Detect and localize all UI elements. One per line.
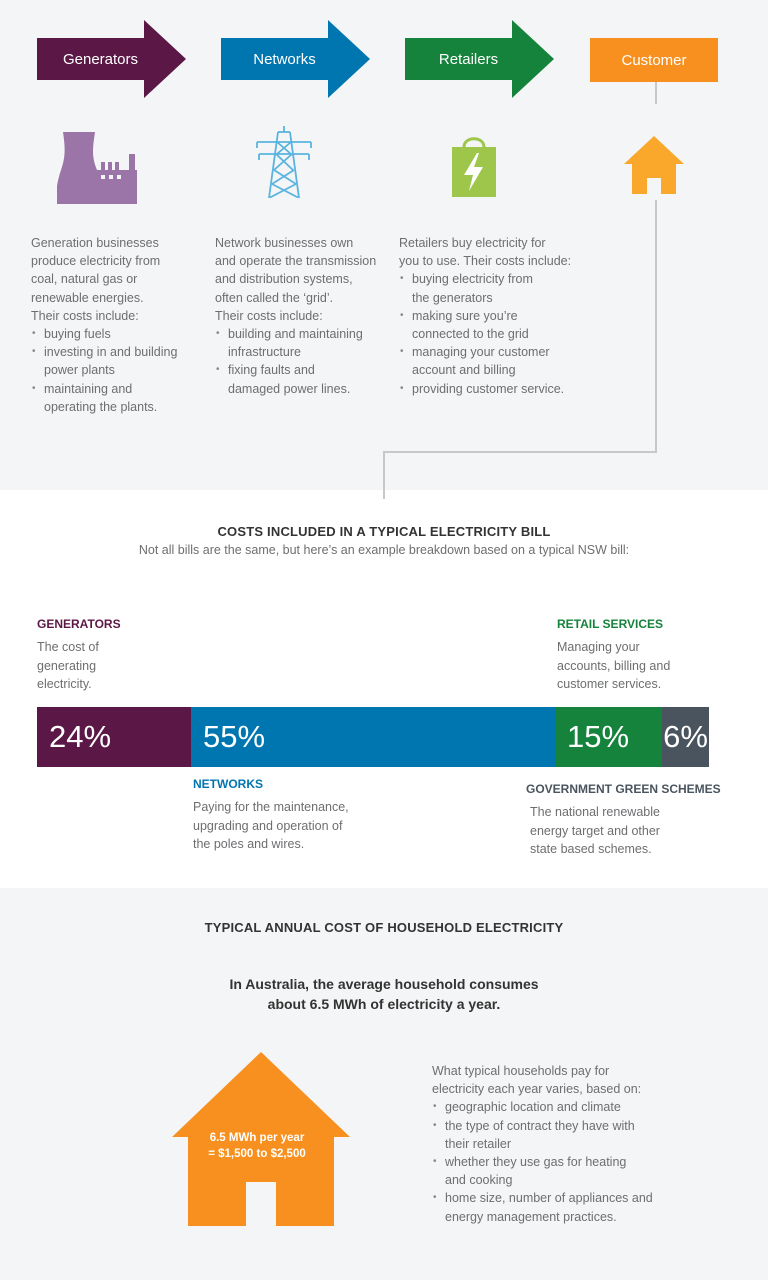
connector-line-horizontal bbox=[383, 451, 657, 453]
text-line: • making sure you’re bbox=[412, 308, 518, 323]
text-line: • the type of contract they have with bbox=[445, 1118, 635, 1133]
customer-box bbox=[590, 38, 718, 82]
shopping-bag-lightning-icon bbox=[452, 133, 496, 197]
connector-line-vertical-2 bbox=[655, 200, 657, 453]
cost-factors-list bbox=[432, 1098, 682, 1225]
text-line: In Australia, the average household consumes bbox=[229, 976, 539, 992]
text-line: renewable energies. bbox=[31, 290, 144, 305]
house-cost-label bbox=[172, 1130, 342, 1162]
text-line: The cost of bbox=[37, 640, 99, 654]
networks-intro bbox=[215, 234, 395, 325]
segment-label: 15% bbox=[567, 719, 630, 754]
text-line: operating the plants. bbox=[44, 399, 158, 414]
retail-category-title: RETAIL SERVICES bbox=[557, 617, 664, 631]
text-line: about 6.5 MWh of electricity a year. bbox=[267, 996, 501, 1012]
text-line: Their costs include: bbox=[31, 308, 139, 323]
text-line: and cooking bbox=[445, 1173, 513, 1188]
segment-label: 24% bbox=[49, 719, 112, 754]
retail-category-desc bbox=[557, 638, 737, 694]
retailers-description bbox=[399, 234, 584, 398]
list-item bbox=[399, 343, 584, 379]
retailers-cost-list bbox=[399, 270, 584, 397]
text-line: customer services. bbox=[557, 677, 662, 691]
networks-description bbox=[215, 234, 395, 398]
networks-arrow bbox=[221, 20, 370, 98]
text-line: upgrading and operation of bbox=[193, 818, 343, 833]
text-line: • maintaining and bbox=[44, 381, 133, 396]
text-line: infrastructure bbox=[228, 345, 301, 360]
house-icon bbox=[624, 136, 684, 194]
segment-government bbox=[662, 707, 709, 767]
list-item bbox=[215, 361, 395, 397]
networks-category-title: NETWORKS bbox=[193, 777, 263, 791]
list-item bbox=[31, 343, 201, 379]
annual-heading: TYPICAL ANNUAL COST OF HOUSEHOLD ELECTRICITY bbox=[204, 920, 564, 935]
segment-label: 6% bbox=[663, 719, 708, 754]
cost-factors-intro bbox=[432, 1062, 682, 1098]
list-item bbox=[432, 1098, 682, 1116]
text-line: • building and maintaining bbox=[228, 327, 363, 342]
power-plant-icon bbox=[57, 132, 139, 204]
text-line: damaged power lines. bbox=[228, 381, 351, 396]
bill-heading: COSTS INCLUDED IN A TYPICAL ELECTRICITY BILL bbox=[217, 524, 551, 539]
cost-factors bbox=[432, 1062, 682, 1226]
text-line: Network businesses own bbox=[215, 236, 354, 250]
generators-label: Generators bbox=[62, 50, 139, 68]
bill-breakdown-bar bbox=[37, 707, 709, 767]
segment-retail bbox=[555, 707, 662, 767]
generators-category-desc bbox=[37, 638, 177, 694]
text-line: accounts, billing and bbox=[557, 658, 671, 673]
text-line: you to use. Their costs include: bbox=[399, 254, 572, 269]
networks-cost-list bbox=[215, 325, 395, 398]
text-line: • home size, number of appliances and bbox=[445, 1191, 653, 1206]
text-line: state based schemes. bbox=[530, 842, 652, 856]
text-line: • providing customer service. bbox=[412, 381, 565, 396]
text-line: Managing your bbox=[557, 640, 640, 654]
generators-cost-list bbox=[31, 325, 201, 416]
text-line: and operate the transmission bbox=[215, 254, 377, 269]
networks-label: Networks bbox=[253, 50, 316, 68]
list-item bbox=[432, 1189, 682, 1225]
bill-subheading: Not all bills are the same, but here’s an example breakdown based on a typical NSW bill: bbox=[138, 543, 630, 557]
text-line: connected to the grid bbox=[412, 327, 529, 342]
text-line: produce electricity from bbox=[31, 254, 161, 269]
text-line: • fixing faults and bbox=[228, 363, 315, 378]
text-line: electricity each year varies, based on: bbox=[432, 1082, 642, 1097]
text-line: • whether they use gas for heating bbox=[445, 1155, 627, 1170]
text-line: The national renewable bbox=[530, 805, 660, 819]
list-item bbox=[432, 1117, 682, 1153]
government-category-desc bbox=[530, 803, 730, 859]
government-category-title: GOVERNMENT GREEN SCHEMES bbox=[526, 782, 721, 796]
text-line: • managing your customer bbox=[412, 345, 550, 360]
generators-category-title: GENERATORS bbox=[37, 617, 121, 631]
text-line: = $1,500 to $2,500 bbox=[208, 1148, 306, 1160]
segment-generators bbox=[37, 707, 191, 767]
text-line: Their costs include: bbox=[215, 308, 323, 323]
text-line: often called the ‘grid’. bbox=[215, 290, 334, 305]
customer-label: Customer bbox=[621, 51, 687, 69]
list-item bbox=[31, 380, 201, 416]
text-line: the poles and wires. bbox=[193, 837, 305, 851]
text-line: power plants bbox=[44, 363, 115, 378]
segment-networks bbox=[191, 707, 555, 767]
annual-intro bbox=[0, 974, 768, 1014]
text-line: What typical households pay for bbox=[432, 1064, 610, 1078]
text-line: • investing in and building bbox=[44, 345, 178, 360]
text-line: Paying for the maintenance, bbox=[193, 800, 349, 814]
text-line: 6.5 MWh per year bbox=[209, 1132, 305, 1144]
list-item bbox=[399, 270, 584, 306]
segment-label: 55% bbox=[203, 719, 266, 754]
text-line: the generators bbox=[412, 290, 493, 305]
connector-line-vertical-1 bbox=[655, 82, 657, 104]
transmission-tower-icon bbox=[253, 126, 315, 198]
text-line: and distribution systems, bbox=[215, 272, 353, 287]
text-line: • buying fuels bbox=[44, 327, 111, 342]
text-line: Retailers buy electricity for bbox=[399, 236, 546, 250]
text-line: electricity. bbox=[37, 677, 92, 691]
connector-line-vertical-3 bbox=[383, 451, 385, 499]
generators-intro bbox=[31, 234, 201, 325]
generators-description bbox=[31, 234, 201, 416]
list-item bbox=[215, 325, 395, 361]
text-line: coal, natural gas or bbox=[31, 272, 138, 287]
text-line: generating bbox=[37, 658, 97, 673]
text-line: energy management practices. bbox=[445, 1209, 617, 1224]
list-item bbox=[31, 325, 201, 343]
retailers-label: Retailers bbox=[438, 50, 499, 68]
retailers-intro bbox=[399, 234, 584, 270]
list-item bbox=[399, 380, 584, 398]
retailers-arrow bbox=[405, 20, 554, 98]
networks-category-desc bbox=[193, 798, 393, 854]
text-line: their retailer bbox=[445, 1136, 511, 1151]
text-line: • buying electricity from bbox=[412, 272, 533, 287]
text-line: account and billing bbox=[412, 363, 516, 378]
text-line: • geographic location and climate bbox=[445, 1100, 621, 1115]
text-line: Generation businesses bbox=[31, 236, 159, 250]
list-item bbox=[432, 1153, 682, 1189]
text-line: energy target and other bbox=[530, 823, 660, 838]
generators-arrow bbox=[37, 20, 186, 98]
list-item bbox=[399, 307, 584, 343]
